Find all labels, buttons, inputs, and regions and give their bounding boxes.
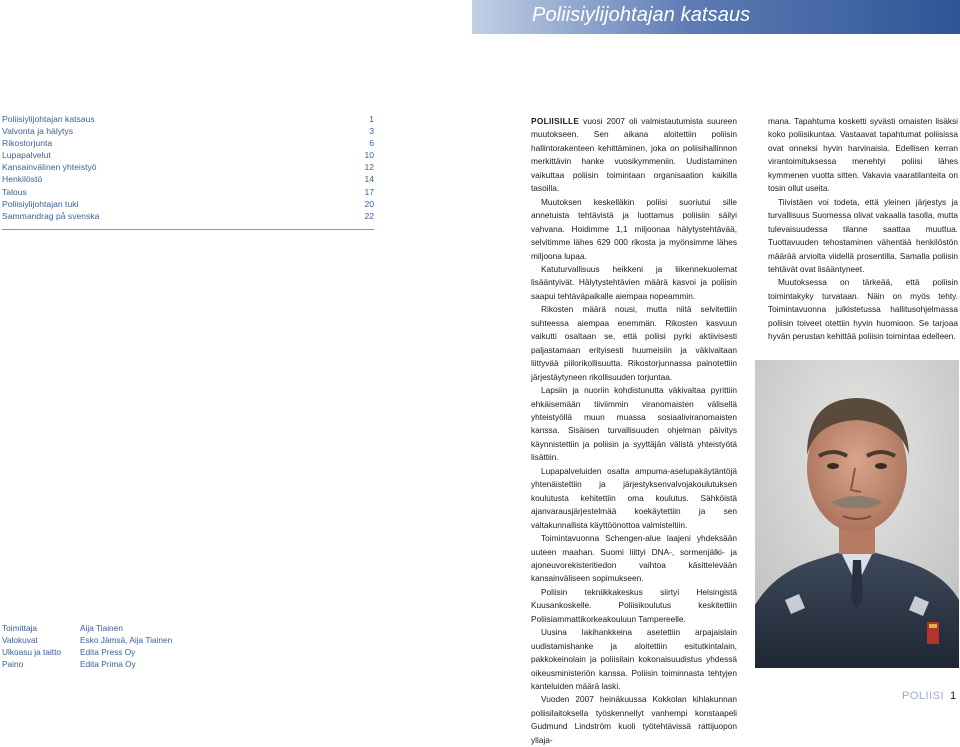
credit-value: Aija Tiainen — [80, 623, 123, 633]
article-paragraph: Katuturvallisuus heikkeni ja liikennekuolemat lisääntyivät. Hälytystehtävien määrä kasvoi ja poliisin saapui tehtäväpaikalle aiempaa nopeammin. — [531, 263, 737, 301]
footer-page-number: 1 — [950, 690, 957, 702]
credit-row — [2, 622, 262, 634]
toc-item-page: 14 — [364, 174, 374, 185]
toc-divider — [2, 229, 374, 230]
credit-value: Esko Jämsä, Aija Tiainen — [80, 635, 173, 646]
toc-item[interactable] — [2, 125, 374, 137]
toc-item-page: 17 — [364, 186, 374, 197]
article-column-1 — [531, 115, 737, 747]
credit-row — [2, 646, 262, 658]
credit-label: Valokuvat — [2, 635, 38, 646]
article-column-2 — [768, 115, 958, 385]
article-paragraph: Rikosten määrä nousi, mutta niitä selvitettiin suhteessa aiempaa enemmän. Rikosten kasvuun vaikutti osaltaan se, että poliisi pyrki aktiivisesti paljastamaan erityisesti huumeisiin ja väkivaltaan liittyvää piilorikollisuutta. Rikostorjunnassa painotettiin järjestäytyneen rikollisuuden torjuntaa. — [531, 304, 737, 382]
toc-item-label: Lupapalvelut — [2, 150, 51, 161]
credit-label: Paino — [2, 659, 24, 670]
header-bar — [472, 0, 960, 34]
article-paragraph: Muutoksessa on tärkeää, että poliisin toimintakyky turvataan. Näin on myös tehty. Toimintavuonna julkistetussa hallitusohjelmassa poliisin toiveet otettiin hyvin huomioon. Se tarjoaa hyvän perustan kehittää poliisin toimintaa edelleen. — [768, 277, 958, 342]
toc-item-page: 20 — [364, 198, 374, 209]
toc-item-page: 10 — [364, 150, 374, 161]
toc-item-label: Poliisiylijohtajan tuki — [2, 198, 79, 209]
article-paragraph: Poliisin tekniikkakeskus siirtyi Helsingistä Kuusankoskelle. Poliisikoulutus keskitettiin Poliisiammattikorkeakouluun Tampereelle. — [531, 586, 737, 624]
toc-item-page: 12 — [364, 162, 374, 173]
article-paragraph-text: vuosi 2007 oli valmistautumista suureen muutokseen. Sen aikana aloitettiin poliisin hallintorakenteen kehittäminen, joka on poliisihallinnon merkittävin hanke vuosikymmeniin. Uudistaminen vaikuttaa poliisin toimintaan organisaation kaikilla tasoilla. — [531, 116, 737, 194]
credit-label: Toimittaja — [2, 623, 38, 633]
toc-item[interactable] — [2, 161, 374, 173]
toc-item-page: 22 — [364, 210, 374, 221]
toc-item[interactable] — [2, 173, 374, 185]
toc-item-page: 1 — [369, 114, 374, 124]
toc-item-page: 3 — [369, 126, 374, 137]
article-paragraph — [531, 115, 737, 196]
credit-label: Ulkoasu ja taitto — [2, 647, 62, 658]
article-paragraph: Vuoden 2007 heinäkuussa Kokkolan kihlakunnan poliisilaitoksella työskennellyt vanhempi konstaapeli Gudmund Lindström kuoli työtehtävissä rattijuopon yliaja- — [531, 694, 737, 745]
article-paragraph: mana. Tapahtuma kosketti syvästi omaisten lisäksi koko poliisikuntaa. Vastaavat tapahtumat poliisissa ovat onneksi hyvin harvinaisia. Edellisen kerran virantoimituksessa menehtyi poliisi lähes kymmenen vuotta sitten. Vakavia vaaratilanteita on tosin ollut useita. — [768, 116, 958, 194]
credit-value: Edita Press Oy — [80, 647, 136, 658]
article-paragraph: Toimintavuonna Schengen-alue laajeni yhdeksään uuteen maahan. Suomi liittyi DNA-, sormenjälki- ja ajoneuvorekisteritiedon vaihtoa käsittelevään kansainväliseen sopimukseen. — [531, 533, 737, 584]
toc-item[interactable] — [2, 113, 374, 125]
article-paragraph: Muutoksen keskelläkin poliisi suoriutui sille annetuista tehtävistä ja luottamus poliisiin säilyi vahvana. Hoidimme 1,1 miljoonaa hälytystehtävää, selvitimme lähes 629 000 rikosta ja myönsimme lähes miljoona lupaa. — [531, 196, 737, 261]
article-paragraph: Tiivistäen voi todeta, että yleinen järjestys ja turvallisuus Suomessa olivat vakaalla tasolla, mutta tulevaisuudessa tilanne saattaa muuttua. Tuottavuuden tehostaminen vähentää henkilöstön määrää arviolta viidellä prosentilla. Samalla poliisin tehtävät ovat lisääntyneet. — [768, 196, 958, 274]
credit-value: Edita Prima Oy — [80, 659, 136, 670]
article-paragraph: Uusina lakihankkeina asetettiin arpajaislain uudistamishanke ja aloitettiin esitutkintalain, pakkokeinolain ja poliisilain kokonaisuudistus yhdessä oikeusministeriön kanssa. Poliisin toiminnasta tehtyjen kanteluiden määrä laski. — [531, 627, 737, 692]
toc-item[interactable] — [2, 186, 374, 198]
footer-label: POLIISI — [902, 690, 945, 702]
toc-item-label: Rikostorjunta — [2, 138, 53, 149]
portrait-photo — [755, 360, 959, 668]
credit-row — [2, 658, 262, 670]
toc-item[interactable] — [2, 210, 374, 222]
toc-item-page: 6 — [369, 138, 374, 149]
toc-item-label: Valvonta ja hälytys — [2, 126, 74, 137]
toc-item[interactable] — [2, 137, 374, 149]
toc-item[interactable] — [2, 198, 374, 210]
article-paragraph: Lupapalveluiden osalta ampuma-aselupakäytäntöjä yhtenäistettiin ja järjestyksenvalvojakoulutuksen koulutusta kehitettiin oma koulutus. Sähköistä ajanvarausjärjestelmää koekäytettiin ja sen valtakunnallista käyttöönottoa valmisteltiin. — [531, 465, 737, 530]
portrait-illustration — [755, 360, 959, 668]
toc-item[interactable] — [2, 149, 374, 161]
table-of-contents — [2, 113, 374, 222]
article-paragraph: Lapsiin ja nuoriin kohdistunutta väkivaltaa pyrittiin ehkäisemään tiiviimmin viranomaisten välisellä yhteistyöllä muun muassa sosiaaliviranomaisten kanssa. Sisäisen turvallisuuden ohjelman päivitys käynnistettiin ja poliisin ja syyttäjän välistä yhteistyötä lisättiin. — [531, 385, 737, 463]
toc-item-label: Sammandrag på svenska — [2, 210, 100, 221]
lead-word: POLIISILLE — [531, 116, 580, 126]
toc-item-label: Poliisiylijohtajan katsaus — [2, 114, 95, 124]
credit-row — [2, 634, 262, 646]
toc-item-label: Kansainvälinen yhteistyö — [2, 162, 97, 173]
toc-item-label: Talous — [2, 186, 27, 197]
toc-item-label: Henkilöstö — [2, 174, 43, 185]
page-title: Poliisiylijohtajan katsaus — [532, 4, 751, 26]
credits — [2, 622, 262, 670]
